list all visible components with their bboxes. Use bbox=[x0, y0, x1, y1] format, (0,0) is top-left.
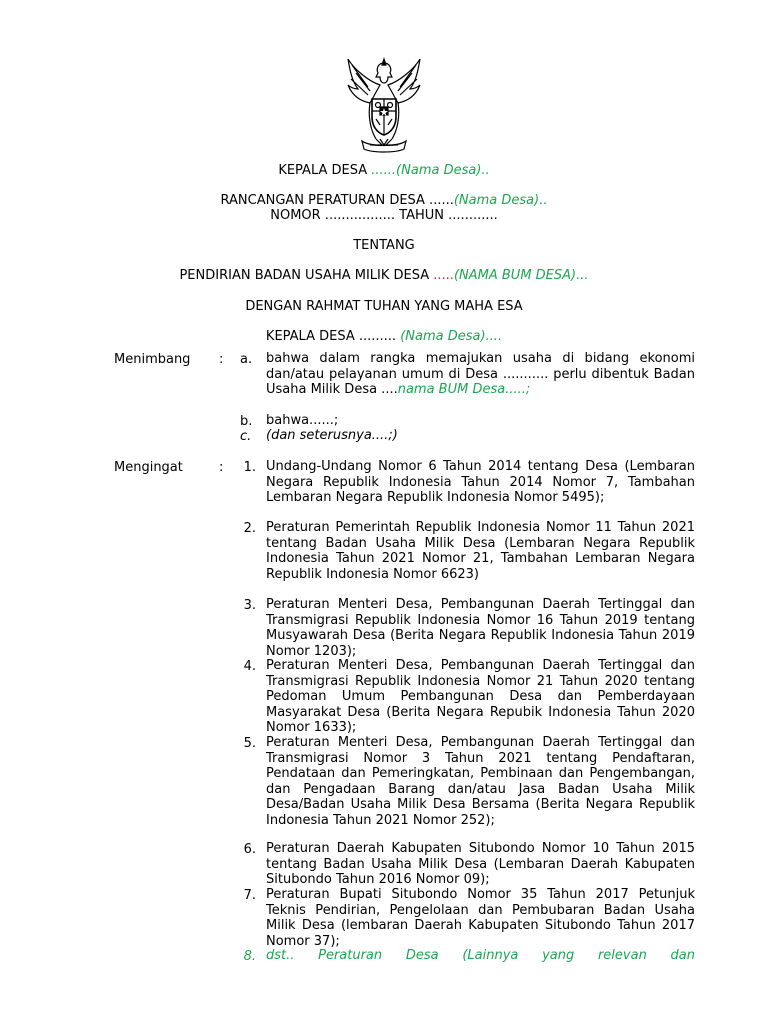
menimbang-item-c: (dan seterusnya....;) bbox=[266, 428, 398, 443]
menimbang-marker-a: a. bbox=[240, 352, 253, 367]
header-line-kepala-desa-2-text: KEPALA DESA ......... bbox=[265, 329, 401, 344]
dots-red: ..... bbox=[433, 268, 454, 283]
mengingat-marker-4: 4. bbox=[243, 659, 256, 674]
garuda-pancasila-emblem-icon bbox=[340, 55, 428, 155]
header-line-rancangan bbox=[0, 193, 768, 208]
header-line-nomor: NOMOR ................. TAHUN ............ bbox=[270, 208, 498, 223]
menimbang-item-b: bahwa......; bbox=[266, 413, 339, 428]
nama-bum-desa-placeholder: nama BUM Desa.....; bbox=[397, 382, 531, 398]
mengingat-marker-3: 3. bbox=[243, 598, 256, 613]
mengingat-label: Mengingat bbox=[114, 460, 183, 475]
menimbang-item-a bbox=[266, 351, 695, 398]
header-line-kepala-desa bbox=[0, 163, 768, 178]
header-line-pendirian bbox=[0, 268, 768, 283]
mengingat-item-2: Peraturan Pemerintah Republik Indonesia Nomor 11 Tahun 2021 tentang Badan Usaha Milik Desa (Lembaran Negara Republik Indonesia Tahun 2021 Nomor 21, Tambahan Lembaran Negara Republik Indonesia Nomor 6623) bbox=[266, 520, 695, 582]
nama-desa-placeholder: (Nama Desa).. bbox=[453, 193, 548, 208]
nama-bum-desa-placeholder: (NAMA BUM DESA)... bbox=[453, 268, 589, 283]
nama-desa-placeholder: ......(Nama Desa).. bbox=[371, 163, 490, 178]
header-line-tentang: TENTANG bbox=[353, 238, 415, 253]
header-line-rahmat: DENGAN RAHMAT TUHAN YANG MAHA ESA bbox=[245, 299, 523, 314]
mengingat-item-4: Peraturan Menteri Desa, Pembangunan Daerah Tertinggal dan Transmigrasi Republik Indonesia Nomor 21 Tahun 2020 tentang Pedoman Umum Pembangunan Desa dan Pemberdayaan Masyarakat Desa (Berita Negara Repubik Indonesia Tahun 2020 Nomor 1633); bbox=[266, 658, 695, 736]
mengingat-marker-8: 8. bbox=[243, 949, 256, 964]
header-line-pendirian-text: PENDIRIAN BADAN USAHA MILIK DESA bbox=[179, 268, 434, 283]
header-line-kepala-desa-2 bbox=[0, 329, 768, 344]
mengingat-marker-6: 6. bbox=[243, 842, 256, 857]
mengingat-marker-7: 7. bbox=[243, 888, 256, 903]
header-line-rancangan-text: RANCANGAN PERATURAN DESA ...... bbox=[220, 193, 454, 208]
mengingat-marker-1: 1. bbox=[243, 460, 256, 475]
menimbang-label: Menimbang bbox=[114, 352, 191, 367]
menimbang-marker-b: b. bbox=[240, 414, 253, 429]
menimbang-item-a-text: bahwa dalam rangka memajukan usaha di bidang ekonomi dan/atau pelayanan umum di Desa ........... perlu dibentuk Badan Usaha Milik Desa .... bbox=[266, 351, 695, 398]
menimbang-colon: : bbox=[219, 352, 224, 367]
header-line-kepala-desa-text: KEPALA DESA bbox=[278, 163, 372, 178]
mengingat-marker-2: 2. bbox=[243, 521, 256, 536]
mengingat-item-8: dst.. Peraturan Desa (Lainnya yang relevan dan bbox=[266, 948, 695, 963]
mengingat-item-3: Peraturan Menteri Desa, Pembangunan Daerah Tertinggal dan Transmigrasi Republik Indonesia Nomor 16 Tahun 2019 tentang Musyawarah Desa (Berita Negara Republik Indonesia Tahun 2019 Nomor 1203); bbox=[266, 597, 695, 659]
nama-desa-placeholder: (Nama Desa).... bbox=[400, 329, 503, 344]
mengingat-item-6: Peraturan Daerah Kabupaten Situbondo Nomor 10 Tahun 2015 tentang Badan Usaha Milik Desa (Lembaran Daerah Kabupaten Situbondo Tahun 2016 Nomor 09); bbox=[266, 841, 695, 888]
mengingat-item-1: Undang-Undang Nomor 6 Tahun 2014 tentang Desa (Lembaran Negara Republik Indonesia Tahun 2014 Nomor 7, Tambahan Lembaran Negara Republik Indonesia Nomor 5495); bbox=[266, 459, 695, 506]
mengingat-item-7: Peraturan Bupati Situbondo Nomor 35 Tahun 2017 Petunjuk Teknis Pendirian, Pengelolaan dan Pembubaran Badan Usaha Milik Desa (lembaran Daerah Kabupaten Situbondo Tahun 2017 Nomor 37); bbox=[266, 887, 695, 949]
mengingat-marker-5: 5. bbox=[243, 736, 256, 751]
menimbang-marker-c: c. bbox=[240, 429, 252, 444]
mengingat-item-5: Peraturan Menteri Desa, Pembangunan Daerah Tertinggal dan Transmigrasi Nomor 3 Tahun 2021 tentang Pendaftaran, Pendataan dan Pemeringkatan, Pembinaan dan Pengembangan, dan Pengadaan Barang dan/atau Jasa Badan Usaha Milik Desa/Badan Usaha Milik Desa Bersama (Berita Negara Republik Indonesia Tahun 2021 Nomor 252); bbox=[266, 735, 695, 828]
mengingat-colon: : bbox=[219, 460, 224, 475]
